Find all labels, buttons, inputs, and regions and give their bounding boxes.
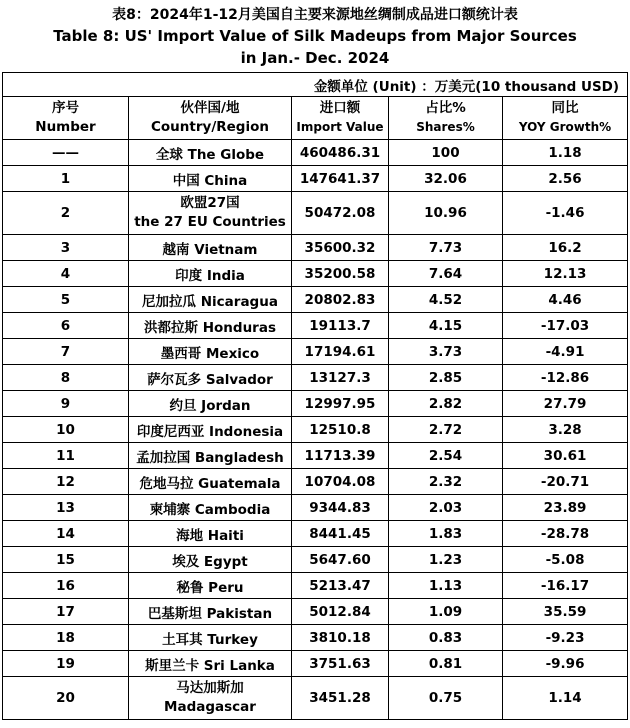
table-row — [3, 495, 628, 521]
cell-import-value: 13127.3 — [292, 365, 389, 391]
cell-yoy: 2.56 — [503, 166, 628, 192]
table-row — [3, 651, 628, 677]
cell-share: 2.32 — [389, 469, 503, 495]
cell-country: 柬埔寨 Cambodia — [129, 495, 292, 521]
import-table — [2, 72, 628, 720]
cell-import-value: 19113.7 — [292, 313, 389, 339]
cell-country: 埃及 Egypt — [129, 547, 292, 573]
cell-country: 越南 Vietnam — [129, 235, 292, 261]
cell-share: 1.09 — [389, 599, 503, 625]
cell-number: 15 — [3, 547, 129, 573]
cell-import-value: 12997.95 — [292, 391, 389, 417]
cell-yoy: -20.71 — [503, 469, 628, 495]
table-row — [3, 140, 628, 166]
cell-number: 17 — [3, 599, 129, 625]
table-row — [3, 547, 628, 573]
cell-number: 12 — [3, 469, 129, 495]
cell-import-value: 12510.8 — [292, 417, 389, 443]
cell-share: 2.72 — [389, 417, 503, 443]
cell-share: 2.03 — [389, 495, 503, 521]
cell-share: 1.23 — [389, 547, 503, 573]
cell-import-value: 147641.37 — [292, 166, 389, 192]
cell-share: 2.82 — [389, 391, 503, 417]
table-row — [3, 192, 628, 235]
cell-yoy: 35.59 — [503, 599, 628, 625]
cell-number: 7 — [3, 339, 129, 365]
cell-share: 0.75 — [389, 677, 503, 720]
table-title — [0, 0, 630, 72]
cell-country: 海地 Haiti — [129, 521, 292, 547]
cell-yoy: 4.46 — [503, 287, 628, 313]
cell-import-value: 3451.28 — [292, 677, 389, 720]
cell-number: —— — [3, 140, 129, 166]
cell-share: 7.64 — [389, 261, 503, 287]
cell-country: 危地马拉 Guatemala — [129, 469, 292, 495]
cell-country: 洪都拉斯 Honduras — [129, 313, 292, 339]
header-yoy: 同比 YOY Growth% — [503, 97, 628, 140]
cell-import-value: 17194.61 — [292, 339, 389, 365]
cell-yoy: 12.13 — [503, 261, 628, 287]
cell-country: 印度 India — [129, 261, 292, 287]
cell-number: 19 — [3, 651, 129, 677]
cell-country: 萨尔瓦多 Salvador — [129, 365, 292, 391]
table-row — [3, 391, 628, 417]
unit-row — [3, 73, 628, 97]
title-period: in Jan.- Dec. 2024 — [240, 49, 390, 67]
cell-share: 7.73 — [389, 235, 503, 261]
cell-yoy: 3.28 — [503, 417, 628, 443]
cell-share: 2.54 — [389, 443, 503, 469]
cell-country: 欧盟27国 the 27 EU Countries — [129, 192, 292, 235]
cell-country: 马达加斯加 Madagascar — [129, 677, 292, 720]
cell-yoy: -16.17 — [503, 573, 628, 599]
cell-share: 10.96 — [389, 192, 503, 235]
cell-yoy: -12.86 — [503, 365, 628, 391]
cell-import-value: 460486.31 — [292, 140, 389, 166]
cell-yoy: -1.46 — [503, 192, 628, 235]
cell-yoy: -4.91 — [503, 339, 628, 365]
cell-share: 32.06 — [389, 166, 503, 192]
cell-share: 4.52 — [389, 287, 503, 313]
table-row — [3, 235, 628, 261]
table-row — [3, 339, 628, 365]
cell-number: 10 — [3, 417, 129, 443]
cell-yoy: -17.03 — [503, 313, 628, 339]
table-row — [3, 625, 628, 651]
table-row — [3, 166, 628, 192]
cell-number: 9 — [3, 391, 129, 417]
cell-number: 6 — [3, 313, 129, 339]
cell-yoy: 23.89 — [503, 495, 628, 521]
table-row — [3, 677, 628, 720]
unit-note: 金额单位 (Unit) ：万美元(10 thousand USD) — [3, 73, 628, 97]
cell-country: 孟加拉国 Bangladesh — [129, 443, 292, 469]
cell-share: 1.13 — [389, 573, 503, 599]
cell-yoy: -9.96 — [503, 651, 628, 677]
cell-yoy: 27.79 — [503, 391, 628, 417]
header-row — [3, 97, 628, 140]
header-number: 序号 Number — [3, 97, 129, 140]
table-row — [3, 443, 628, 469]
table-row — [3, 521, 628, 547]
cell-import-value: 50472.08 — [292, 192, 389, 235]
cell-country: 尼加拉瓜 Nicaragua — [129, 287, 292, 313]
cell-number: 1 — [3, 166, 129, 192]
cell-yoy: 16.2 — [503, 235, 628, 261]
cell-country: 印度尼西亚 Indonesia — [129, 417, 292, 443]
cell-import-value: 3810.18 — [292, 625, 389, 651]
cell-number: 11 — [3, 443, 129, 469]
cell-import-value: 20802.83 — [292, 287, 389, 313]
cell-import-value: 8441.45 — [292, 521, 389, 547]
cell-country: 秘鲁 Peru — [129, 573, 292, 599]
cell-import-value: 35600.32 — [292, 235, 389, 261]
header-shares: 占比% Shares% — [389, 97, 503, 140]
cell-import-value: 5647.60 — [292, 547, 389, 573]
cell-country: 巴基斯坦 Pakistan — [129, 599, 292, 625]
cell-number: 16 — [3, 573, 129, 599]
cell-yoy: 30.61 — [503, 443, 628, 469]
title-english: Table 8: US' Import Value of Silk Madeups from Major Sources — [53, 27, 577, 45]
cell-share: 0.81 — [389, 651, 503, 677]
table-row — [3, 313, 628, 339]
cell-yoy: -5.08 — [503, 547, 628, 573]
cell-share: 4.15 — [389, 313, 503, 339]
cell-import-value: 5012.84 — [292, 599, 389, 625]
cell-import-value: 10704.08 — [292, 469, 389, 495]
cell-share: 2.85 — [389, 365, 503, 391]
cell-import-value: 35200.58 — [292, 261, 389, 287]
cell-number: 20 — [3, 677, 129, 720]
table-row — [3, 469, 628, 495]
cell-number: 4 — [3, 261, 129, 287]
table-row — [3, 365, 628, 391]
header-value: 进口额 Import Value — [292, 97, 389, 140]
table-row — [3, 599, 628, 625]
cell-yoy: -28.78 — [503, 521, 628, 547]
table-row — [3, 573, 628, 599]
header-country: 伙伴国/地 Country/Region — [129, 97, 292, 140]
cell-number: 13 — [3, 495, 129, 521]
cell-share: 1.83 — [389, 521, 503, 547]
cell-share: 0.83 — [389, 625, 503, 651]
cell-number: 18 — [3, 625, 129, 651]
cell-country: 墨西哥 Mexico — [129, 339, 292, 365]
cell-country: 约旦 Jordan — [129, 391, 292, 417]
cell-yoy: -9.23 — [503, 625, 628, 651]
cell-number: 2 — [3, 192, 129, 235]
table-row — [3, 417, 628, 443]
cell-country: 全球 The Globe — [129, 140, 292, 166]
cell-number: 8 — [3, 365, 129, 391]
cell-import-value: 11713.39 — [292, 443, 389, 469]
table-row — [3, 261, 628, 287]
cell-import-value: 3751.63 — [292, 651, 389, 677]
cell-yoy: 1.18 — [503, 140, 628, 166]
cell-import-value: 5213.47 — [292, 573, 389, 599]
cell-import-value: 9344.83 — [292, 495, 389, 521]
cell-share: 100 — [389, 140, 503, 166]
cell-number: 14 — [3, 521, 129, 547]
cell-country: 中国 China — [129, 166, 292, 192]
cell-number: 3 — [3, 235, 129, 261]
cell-country: 土耳其 Turkey — [129, 625, 292, 651]
cell-yoy: 1.14 — [503, 677, 628, 720]
title-chinese: 表8：2024年1-12月美国自主要来源地丝绸制成品进口额统计表 — [112, 7, 518, 23]
table-row — [3, 287, 628, 313]
cell-share: 3.73 — [389, 339, 503, 365]
cell-number: 5 — [3, 287, 129, 313]
cell-country: 斯里兰卡 Sri Lanka — [129, 651, 292, 677]
